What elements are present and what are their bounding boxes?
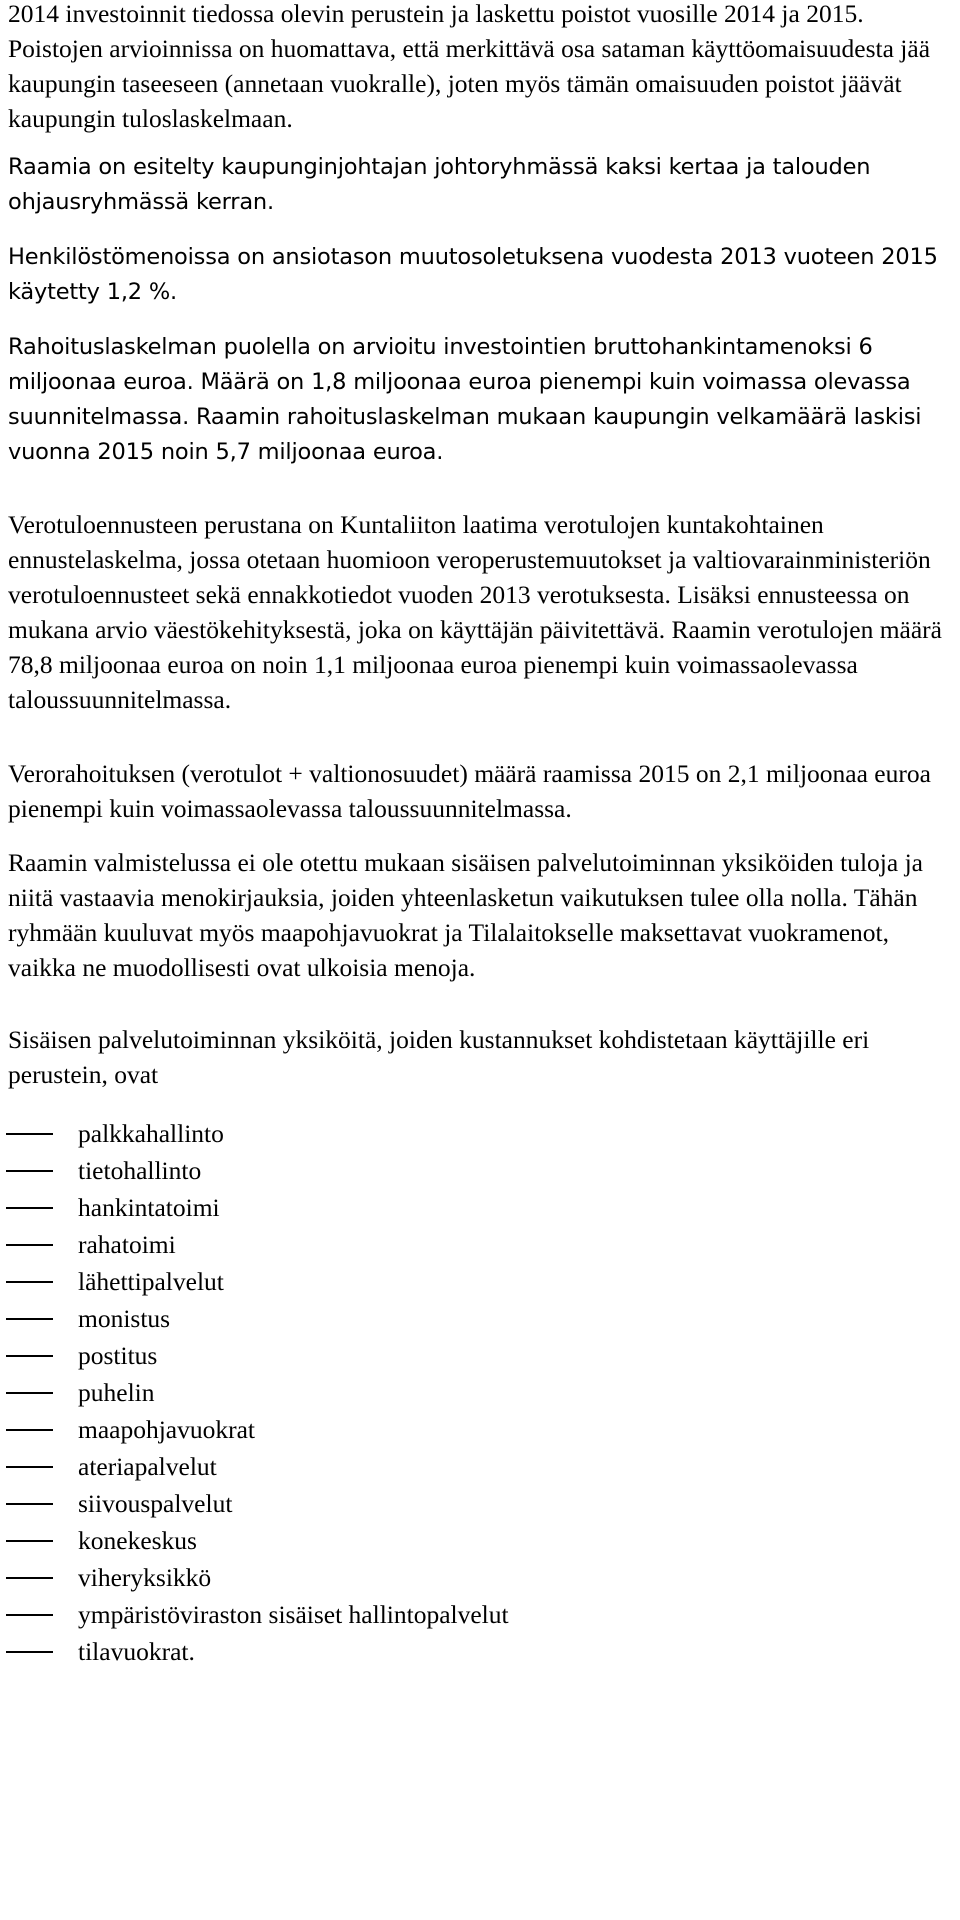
list-item-label: konekeskus (78, 1526, 197, 1555)
paragraph-text: Raamia on esitelty kaupunginjohtajan johtoryhmässä kaksi kertaa ja talouden ohjausryhmässä kerran. (8, 154, 871, 215)
list-item (0, 1596, 942, 1633)
list-item (0, 1559, 942, 1596)
list-item-label: maapohjavuokrat (78, 1415, 256, 1444)
paragraph-presentation (0, 150, 960, 220)
dash-bullet (6, 1318, 53, 1320)
list-item-label: monistus (78, 1304, 171, 1333)
list-item-label: puhelin (78, 1378, 155, 1407)
internal-service-units-list (0, 1115, 942, 1670)
list-item-label: ympäristöviraston sisäiset hallintopalvelut (78, 1600, 509, 1629)
list-item-label: rahatoimi (78, 1230, 176, 1259)
dash-bullet (6, 1429, 53, 1431)
paragraph-personnel-costs (0, 240, 960, 310)
dash-bullet (6, 1466, 53, 1468)
dash-bullet (6, 1577, 53, 1579)
dash-bullet (6, 1244, 53, 1246)
list-item-label: postitus (78, 1341, 158, 1370)
paragraph-text: Verorahoituksen (verotulot + valtionosuudet) määrä raamissa 2015 on 2,1 miljoonaa euroa pienempi kuin voimassaolevassa taloussuunnitelmassa. (8, 759, 931, 823)
dash-bullet (6, 1281, 53, 1283)
dash-bullet (6, 1133, 53, 1135)
paragraph-depreciation (0, 0, 960, 136)
list-item-label: tietohallinto (78, 1156, 202, 1185)
paragraph-tax-financing (0, 756, 960, 826)
list-item (0, 1115, 942, 1152)
dash-bullet (6, 1392, 53, 1394)
paragraph-tax-forecast (0, 507, 960, 717)
dash-bullet (6, 1170, 53, 1172)
list-item-label: lähettipalvelut (78, 1267, 224, 1296)
list-item (0, 1226, 942, 1263)
paragraph-text: 2014 investoinnit tiedossa olevin perustein ja laskettu poistot vuosille 2014 ja 2015. Poistojen arvioinnissa on huomattava, että merkittävä osa sataman käyttöomaisuudesta jää kaupungin taseeseen (annetaan vuokralle), joten myös tämän omaisuuden poistot jäävät kaupungin tuloslaskelmaan. (8, 0, 931, 133)
paragraph-text: Rahoituslaskelman puolella on arvioitu investointien bruttohankintamenoksi 6 miljoonaa euroa. Määrä on 1,8 miljoonaa euroa pienempi kuin voimassa olevassa suunnitelmassa. Raamin rahoituslaskelman mukaan kaupungin velkamäärä laskisi vuonna 2015 noin 5,7 miljoonaa euroa. (8, 334, 922, 465)
paragraph-financing-calculation (0, 330, 960, 470)
dash-bullet (6, 1355, 53, 1357)
list-item (0, 1485, 942, 1522)
list-item (0, 1300, 942, 1337)
paragraph-internal-units-intro (0, 1022, 960, 1092)
dash-bullet (6, 1651, 53, 1653)
list-item (0, 1152, 942, 1189)
list-item (0, 1189, 942, 1226)
list-item (0, 1263, 942, 1300)
paragraph-text: Verotuloennusteen perustana on Kuntaliiton laatima verotulojen kuntakohtainen ennustelaskelma, jossa otetaan huomioon veroperustemuutokset ja valtiovarainministeriön verotuloennusteet sekä ennakkotiedot vuoden 2013 verotuksesta. Lisäksi ennusteessa on mukana arvio väestökehityksestä, joka on käyttäjän päivitettävä. Raamin verotulojen määrä 78,8 miljoonaa euroa on noin 1,1 miljoonaa euroa pienempi kuin voimassaolevassa taloussuunnitelmassa. (8, 510, 942, 714)
paragraph-text: Henkilöstömenoissa on ansiotason muutosoletuksena vuodesta 2013 vuoteen 2015 käytetty 1,2 %. (8, 244, 938, 305)
list-item-label: viheryksikkö (78, 1563, 212, 1592)
list-item-label: palkkahallinto (78, 1119, 224, 1148)
paragraph-text: Raamin valmistelussa ei ole otettu mukaan sisäisen palvelutoiminnan yksiköiden tuloja ja niitä vastaavia menokirjauksia, joiden yhteenlasketun vaikutuksen tulee olla nolla. Tähän ryhmään kuuluvat myös maapohjavuokrat ja Tilalaitokselle maksettavat vuokramenot, vaikka ne muodollisesti ovat ulkoisia menoja. (8, 848, 923, 982)
dash-bullet (6, 1540, 53, 1542)
list-item (0, 1337, 942, 1374)
list-item-label: siivouspalvelut (78, 1489, 233, 1518)
list-item (0, 1411, 942, 1448)
paragraph-internal-services (0, 845, 960, 985)
list-item (0, 1522, 942, 1559)
list-item-label: ateriapalvelut (78, 1452, 217, 1481)
paragraph-text: Sisäisen palvelutoiminnan yksiköitä, joiden kustannukset kohdistetaan käyttäjille eri perustein, ovat (8, 1025, 870, 1089)
list-item-label: hankintatoimi (78, 1193, 220, 1222)
list-item (0, 1374, 942, 1411)
list-item (0, 1633, 942, 1670)
list-item-label: tilavuokrat. (78, 1637, 195, 1666)
dash-bullet (6, 1503, 53, 1505)
list-item (0, 1448, 942, 1485)
dash-bullet (6, 1207, 53, 1209)
dash-bullet (6, 1614, 53, 1616)
